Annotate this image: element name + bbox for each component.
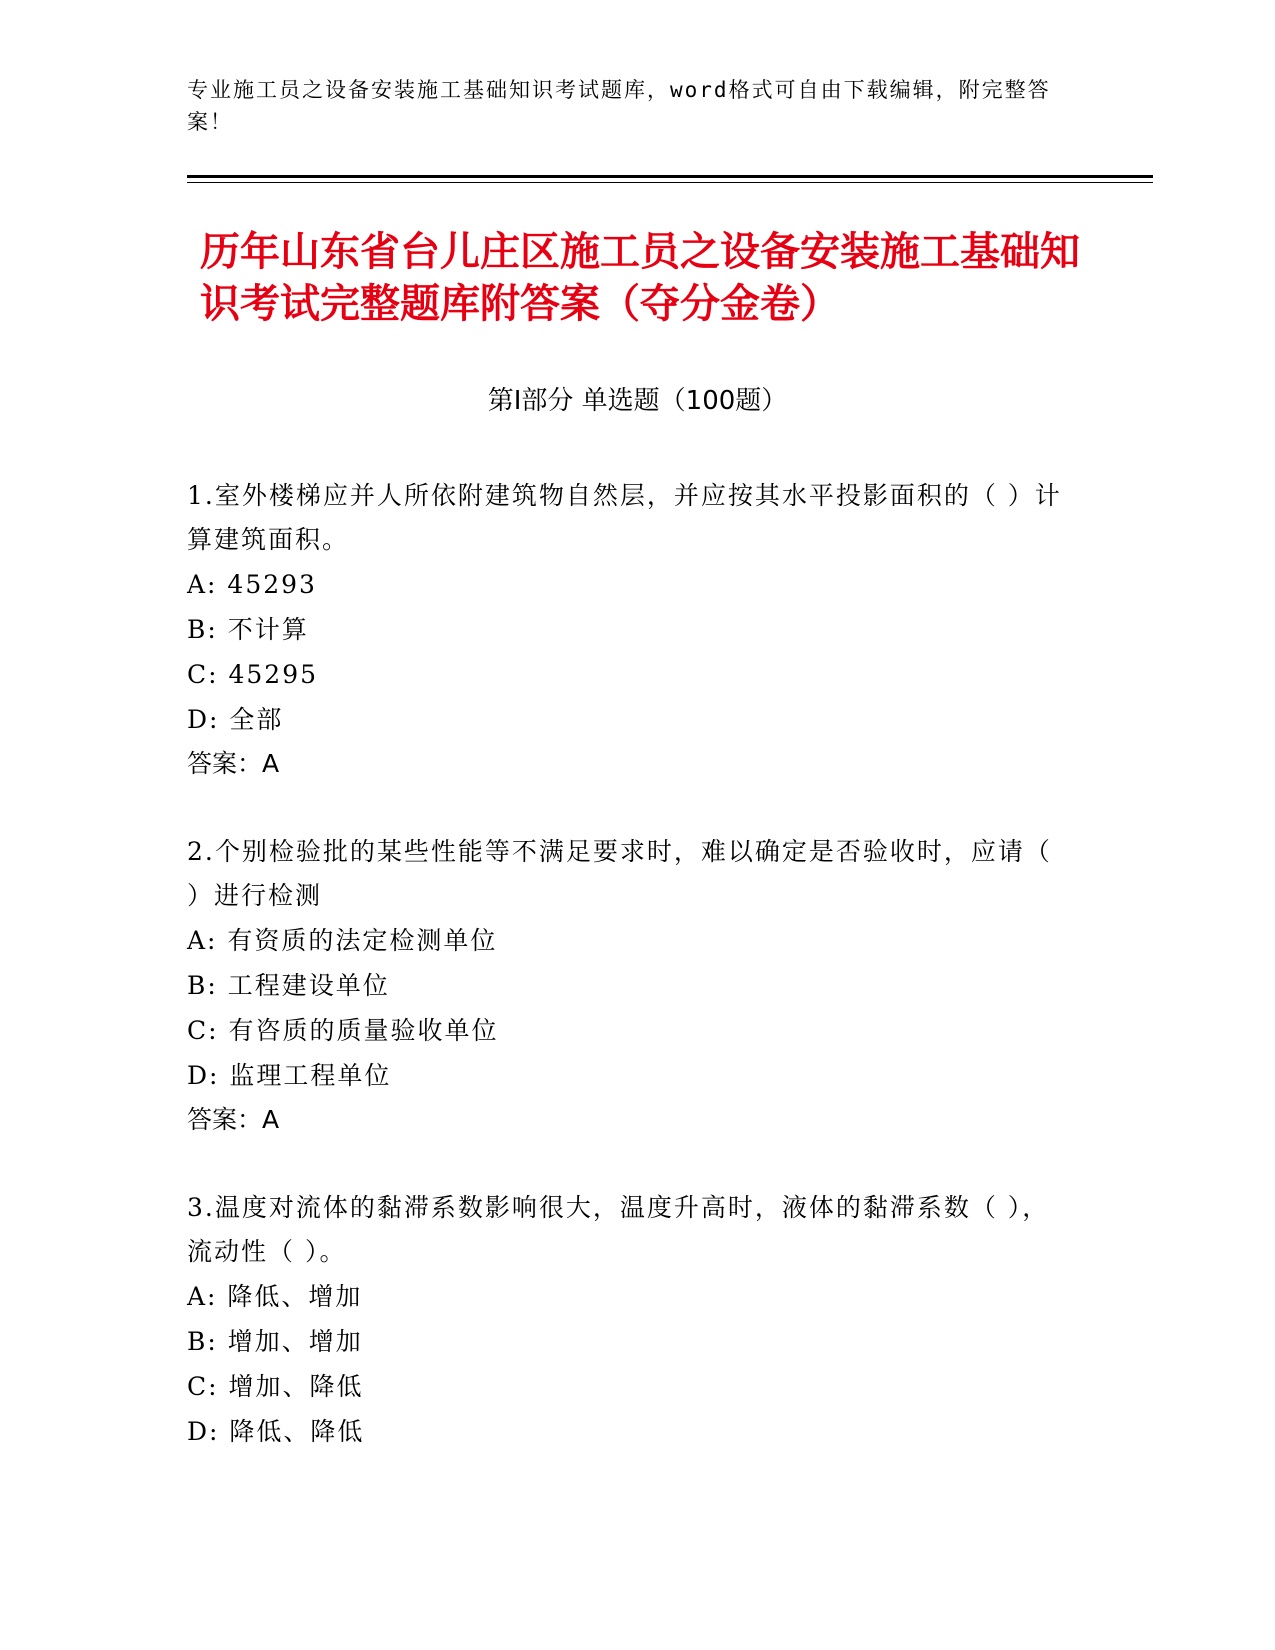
option-b: B: 不计算 <box>187 615 309 644</box>
question-stem: 1.室外楼梯应并人所依附建筑物自然层，并应按其水平投影面积的（ ）计算建筑面积。 <box>187 481 1062 554</box>
option-d: D: 监理工程单位 <box>187 1061 392 1090</box>
option-d: D: 降低、降低 <box>187 1417 365 1446</box>
option-a: A: 降低、增加 <box>187 1282 363 1311</box>
answer: 答案：A <box>187 1105 280 1134</box>
question-1 <box>187 474 1067 786</box>
option-d: D: 全部 <box>187 705 284 734</box>
section-title: 第Ⅰ部分 单选题（100题） <box>487 386 788 416</box>
question-3 <box>187 1186 1067 1454</box>
option-b: B: 工程建设单位 <box>187 971 390 1000</box>
question-2 <box>187 830 1067 1142</box>
question-stem: 2.个别检验批的某些性能等不满足要求时，难以确定是否验收时，应请（ ）进行检测 <box>187 837 1052 910</box>
question-list <box>187 474 1067 1498</box>
header-rule-thick <box>187 175 1153 178</box>
question-stem: 3.温度对流体的黏滞系数影响很大，温度升高时，液体的黏滞系数（ ），流动性（ ）。 <box>187 1193 1050 1266</box>
document-title: 历年山东省台儿庄区施工员之设备安装施工基础知识考试完整题库附答案（夺分金卷） <box>200 229 1080 327</box>
option-a: A: 45293 <box>187 570 317 599</box>
option-a: A: 有资质的法定检测单位 <box>187 926 498 955</box>
option-c: C: 有咨质的质量验收单位 <box>187 1016 499 1045</box>
option-c: C: 增加、降低 <box>187 1372 364 1401</box>
answer: 答案：A <box>187 749 280 778</box>
option-c: C: 45295 <box>187 660 319 689</box>
option-b: B: 增加、增加 <box>187 1327 363 1356</box>
header-rule-thin <box>187 182 1153 183</box>
header-note: 专业施工员之设备安装施工基础知识考试题库，word格式可自由下载编辑，附完整答案！ <box>187 78 1051 134</box>
